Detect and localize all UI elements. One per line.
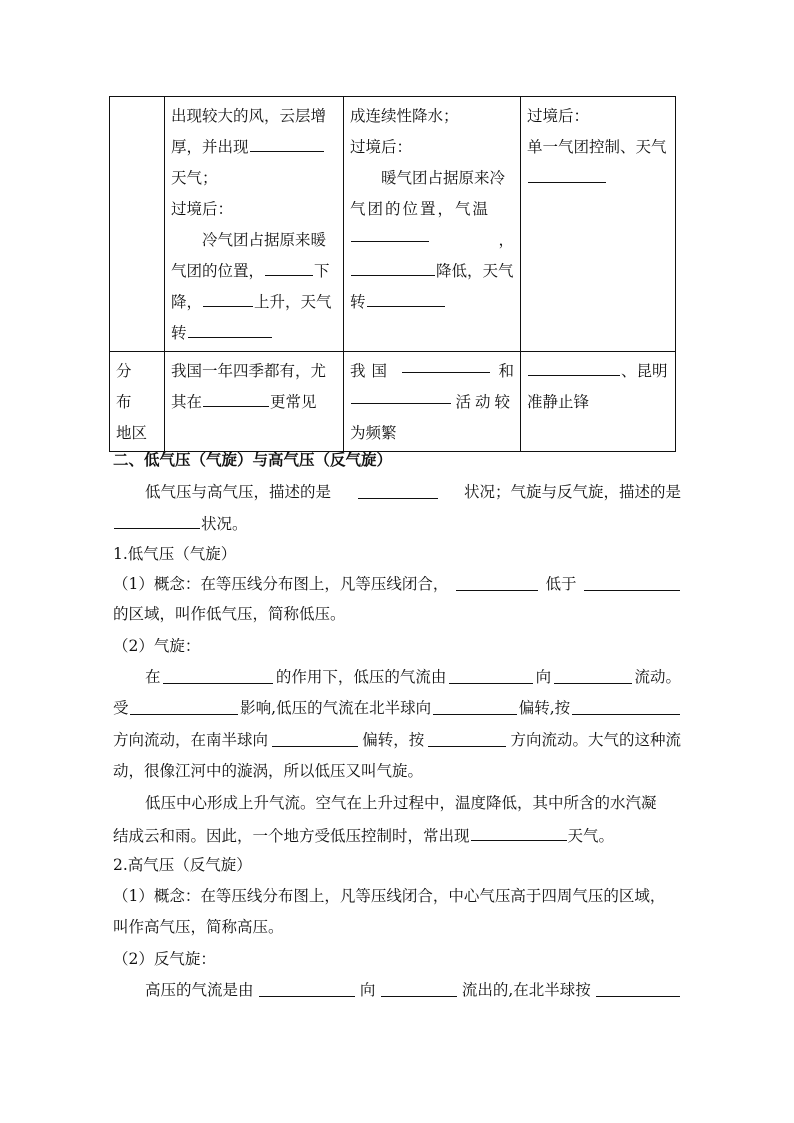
front-comparison-table (109, 96, 676, 452)
blank-line[interactable] (188, 321, 272, 338)
blank-line[interactable] (130, 698, 238, 715)
table-cell-distribution-cold: 我国一年四季都有，尤 其在 更常见 (165, 352, 344, 452)
blank-line[interactable] (433, 698, 517, 715)
paragraph-line: 结成云和雨。因此，一个地方受低压控制时，常出现 天气。 (113, 824, 681, 846)
blank-line[interactable] (265, 259, 313, 276)
blank-line[interactable] (351, 387, 451, 404)
paragraph-line: 状况。 (113, 512, 681, 534)
blank-line[interactable] (250, 135, 324, 152)
blank-line[interactable] (528, 166, 606, 183)
blank-line[interactable] (456, 574, 538, 591)
table-row (110, 97, 676, 352)
blank-line[interactable] (351, 225, 429, 242)
paragraph-line: 动，很像江河中的漩涡，所以低压又叫气旋。 (113, 762, 424, 780)
paragraph-line: 受 影响,低压的气流在北半球向 偏转,按 (113, 698, 681, 718)
table-row (110, 352, 676, 452)
subheading: 1.低气压（气旋） (113, 545, 237, 563)
table-cell-distribution-stationary: 、昆明 准静止锋 (521, 352, 676, 452)
paragraph-line: 高压的气流是由 向 流出的,在北半球按 (145, 980, 681, 1000)
paragraph-line: 的区域，叫作低气压，简称低压。 (113, 605, 346, 623)
blank-line[interactable] (428, 730, 506, 747)
blank-line[interactable] (163, 667, 273, 684)
paragraph-line: （1）概念：在等压线分布图上，凡等压线闭合，中心气压高于四周气压的区域， (113, 887, 666, 905)
blank-line[interactable] (528, 359, 620, 376)
table-cell-warm-front: 成连续性降水； 过境后： 暖气团占据原来冷 气团的位置，气温 ， 降低，天气 转 (344, 97, 521, 352)
blank-line[interactable] (203, 390, 269, 407)
blank-line[interactable] (584, 574, 680, 591)
table-cell-empty (110, 97, 165, 352)
blank-line[interactable] (351, 259, 435, 276)
table-cell-cold-front: 出现较大的风，云层增 厚，并出现 天气； 过境后： 冷气团占据原来暖 气团的位置， 下 降， 上升，天气 转 (165, 97, 344, 352)
table-cell-distribution-label: 分布 地区 (110, 352, 165, 452)
blank-line[interactable] (259, 980, 355, 997)
table-cell-quasi-stationary: 过境后： 单一气团控制、天气 (521, 97, 676, 352)
table-cell-distribution-warm: 我国 和 活动较 为频繁 (344, 352, 521, 452)
paragraph-line: 方向流动，在南半球向 偏转，按 方向流动。大气的这种流 (113, 731, 681, 749)
blank-line[interactable] (596, 980, 680, 997)
paragraph-line: 低气压与高气压，描述的是 状况；气旋与反气旋，描述的是 (145, 483, 681, 501)
subheading: 2.高气压（反气旋） (113, 856, 252, 874)
paragraph-line: 叫作高气压，简称高压。 (113, 918, 284, 936)
blank-line[interactable] (402, 356, 490, 373)
subheading: （2）气旋： (113, 637, 201, 655)
paragraph-line: 低压中心形成上升气流。空气在上升过程中，温度降低，其中所含的水汽凝 (145, 794, 657, 812)
blank-line[interactable] (358, 482, 438, 499)
blank-line[interactable] (272, 730, 358, 747)
blank-line[interactable] (449, 667, 533, 684)
blank-line[interactable] (572, 698, 680, 715)
blank-line[interactable] (367, 290, 445, 307)
blank-line[interactable] (114, 512, 200, 529)
section-title: 二、低气压（气旋）与高气压（反气旋） (113, 450, 393, 469)
subheading: （2）反气旋： (113, 950, 216, 968)
blank-line[interactable] (203, 290, 253, 307)
blank-line[interactable] (471, 824, 567, 841)
blank-line[interactable] (381, 980, 457, 997)
paragraph-line: 在 的作用下，低压的气流由 向 流动。 (145, 668, 681, 686)
paragraph-line: （1）概念：在等压线分布图上，凡等压线闭合， 低于 (113, 574, 681, 594)
blank-line[interactable] (554, 667, 632, 684)
